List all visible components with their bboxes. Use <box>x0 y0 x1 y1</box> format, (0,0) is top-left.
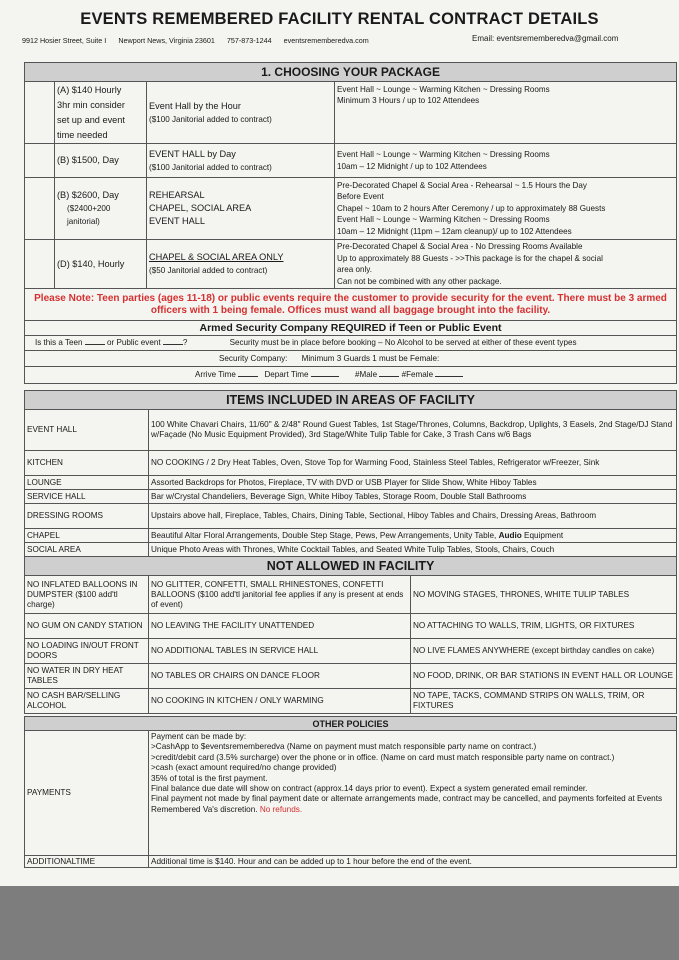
included-row: CHAPEL Beautiful Altar Floral Arrangements, Double Step Stage, Pews, Pew Arrangements, Unity Table, Audio Equipment <box>25 529 677 543</box>
guards-rule: Minimum 3 Guards 1 must be Female: <box>301 353 440 363</box>
package-row <box>25 240 677 289</box>
not-allowed-row: NO INFLATED BALLOONS IN DUMPSTER ($100 add'tl charge) NO GLITTER, CONFETTI, SMALL RHINESTONES, CONFETTI BALLOONS ($100 add'tl janitorial fee applies if any is present at ends of event) NO MOVING STAGES, THRONES, WHITE TULIP TABLES <box>25 576 677 614</box>
female-count-label: #Female <box>401 370 434 379</box>
security-times-row <box>25 367 677 384</box>
package-details: Pre-Decorated Chapel & Social Area - Rehearsal ~ 1.5 Hours the Day Before Event Chapel ~ 10am to 2 hours After Ceremony / up to approximately 88 Guests Event Hall ~ Lounge ~ Warming Kitchen ~ Dressing Rooms 10am – 12 Midnight (11pm – 12am cleanup)/ up to 102 Attendees <box>335 178 677 240</box>
included-row: EVENT HALL 100 White Chavari Chairs, 11/60" & 2/48" Round Guest Tables, 1st Stage/Thrones, Columns, Backdrop, Uplights, 3 Easels, 2nd Stage/DJ Stand w/Façade (No Music Equipment Provided), 3rd Stage/White Tulip Table for Cake, 3 Trash Cans w/6 Bags <box>25 410 677 451</box>
not-allowed-row: NO CASH BAR/SELLING ALCOHOL NO COOKING IN KITCHEN / ONLY WARMING NO TAPE, TACKS, COMMAND STRIPS ON WALLS, TRIM, OR FIXTURES <box>25 689 677 714</box>
not-allowed-row: NO GUM ON CANDY STATION NO LEAVING THE FACILITY UNATTENDED NO ATTACHING TO WALLS, TRIM, LIGHTS, OR FIXTURES <box>25 614 677 639</box>
security-heading: Armed Security Company REQUIRED if Teen or Public Event <box>25 321 677 336</box>
city: Newport News, Virginia 23601 <box>118 36 215 45</box>
security-company-row <box>25 351 677 367</box>
not-allowed-row: NO LOADING IN/OUT FRONT DOORS NO ADDITIONAL TABLES IN SERVICE HALL NO LIVE FLAMES ANYWHERE (except birthday candles on cake) <box>25 639 677 664</box>
not-allowed-row: NO WATER IN DRY HEAT TABLES NO TABLES OR CHAIRS ON DANCE FLOOR NO FOOD, DRINK, OR BAR STATIONS IN EVENT HALL OR LOUNGE <box>25 664 677 689</box>
payments-text: Payment can be made by: >CashApp to $eventsrememberedva (Name on payment must match responsible party name on contract.) >credit/debit card (3.5% surcharge) over the phone or in office. (Name on card must match responsible party name on contract.) >cash (exact amount required/no change provided) 35% of total is the first payment. Final balance due date will show on contract (approx.14 days prior to event). Expect a system generated email reminder. Final payment not made by final payment date or alternate arrangements made, contract may be cancelled, and payments forfeited at Events Remembered Va's discretion. No refunds. <box>149 731 677 856</box>
address: 9912 Hosier Street, Suite I <box>22 36 107 45</box>
package-row <box>25 178 677 240</box>
included-heading: ITEMS INCLUDED IN AREAS OF FACILITY <box>25 391 677 410</box>
package-price: (D) $140, Hourly <box>55 240 147 289</box>
included-row: KITCHEN NO COOKING / 2 Dry Heat Tables, Oven, Stove Top for Warming Food, Stainless Steel Tables, Refrigerator w/Freezer, Sink <box>25 451 677 476</box>
package-row <box>25 144 677 178</box>
arrive-time-blank[interactable] <box>238 376 258 377</box>
contact-line <box>22 34 619 45</box>
email: Email: eventsrememberedva@gmail.com <box>472 34 619 43</box>
additional-time-label: ADDITIONALTIME <box>25 856 149 868</box>
security-question-row: Is this a Teen or Public event ? Security must be in place before booking – No Alcohol to be served at either of these event types <box>25 336 677 351</box>
public-blank[interactable] <box>163 344 183 345</box>
package-description: CHAPEL & SOCIAL AREA ONLY ($50 Janitorial added to contract) <box>147 240 335 289</box>
website: eventsrememberedva.com <box>283 36 369 45</box>
teen-blank[interactable] <box>85 344 105 345</box>
public-question: or Public event <box>107 338 161 347</box>
package-details: Pre-Decorated Chapel & Social Area - No Dressing Rooms Available Up to approximately 88 Guests - >>This package is for the chapel & social area only. Can not be combined with any other package. <box>335 240 677 289</box>
package-description: EVENT HALL by Day ($100 Janitorial added to contract) <box>147 144 335 178</box>
included-row: SOCIAL AREA Unique Photo Areas with Thrones, White Cocktail Tables, and Seated White Tulip Tables, Stools, Chairs, Couch <box>25 543 677 557</box>
package-description: REHEARSAL CHAPEL, SOCIAL AREA EVENT HALL <box>147 178 335 240</box>
document-title: EVENTS REMEMBERED FACILITY RENTAL CONTRACT DETAILS <box>80 10 599 28</box>
package-details: Event Hall ~ Lounge ~ Warming Kitchen ~ Dressing Rooms Minimum 3 Hours / up to 102 Attendees <box>335 82 677 144</box>
payments-row <box>25 731 677 856</box>
teen-question: Is this a Teen <box>35 338 83 347</box>
included-row: SERVICE HALL Bar w/Crystal Chandeliers, Beverage Sign, White Hiboy Tables, Storage Room, Double Stall Bathrooms <box>25 490 677 504</box>
other-policies-heading: OTHER POLICIES <box>25 717 677 731</box>
not-allowed-table <box>24 556 677 714</box>
package-price: (B) $1500, Day <box>55 144 147 178</box>
package-description: Event Hall by the Hour ($100 Janitorial added to contract) <box>147 82 335 144</box>
security-notice: Please Note: Teen parties (ages 11-18) or public events require the customer to provide security for the event. There must be 3 armed officers with 1 being female. Offices must wand all baggage brought into the facility. <box>25 289 677 321</box>
additional-time-row <box>25 856 677 868</box>
packages-table <box>24 62 677 384</box>
phone: 757-873-1244 <box>226 36 272 45</box>
not-allowed-heading: NOT ALLOWED IN FACILITY <box>25 557 677 576</box>
male-count-blank[interactable] <box>379 376 399 377</box>
included-row: DRESSING ROOMS Upstairs above hall, Fireplace, Tables, Chairs, Dining Table, Sectional, Hiboy Tables and Chairs, Dressing Areas, Bathroom <box>25 504 677 529</box>
package-price: (B) $2600, Day ($2400+200 janitorial) <box>55 178 147 240</box>
included-table <box>24 390 677 557</box>
depart-time-label: Depart Time <box>264 370 309 379</box>
included-row: LOUNGE Assorted Backdrops for Photos, Fireplace, TV with DVD or USB Player for Slide Show, White Hiboy Tables <box>25 476 677 490</box>
package-details: Event Hall ~ Lounge ~ Warming Kitchen ~ Dressing Rooms 10am – 12 Midnight / up to 102 Attendees <box>335 144 677 178</box>
depart-time-blank[interactable] <box>311 376 339 377</box>
package-row <box>25 82 677 144</box>
security-rule: Security must be in place before booking – No Alcohol to be served at either of these event types <box>229 338 577 347</box>
payments-label: PAYMENTS <box>25 731 149 856</box>
package-price: (A) $140 Hourly 3hr min consider set up and event time needed <box>55 82 147 144</box>
female-count-blank[interactable] <box>435 376 463 377</box>
no-refunds: No refunds. <box>259 804 303 814</box>
other-policies-table <box>24 716 677 868</box>
male-count-label: #Male <box>355 370 378 379</box>
security-company-label: Security Company: <box>219 353 288 363</box>
choosing-heading: 1. CHOOSING YOUR PACKAGE <box>25 63 677 82</box>
additional-time-text: Additional time is $140. Hour and can be added up to 1 hour before the end of the event. <box>149 856 677 868</box>
arrive-time-label: Arrive Time <box>195 370 236 379</box>
